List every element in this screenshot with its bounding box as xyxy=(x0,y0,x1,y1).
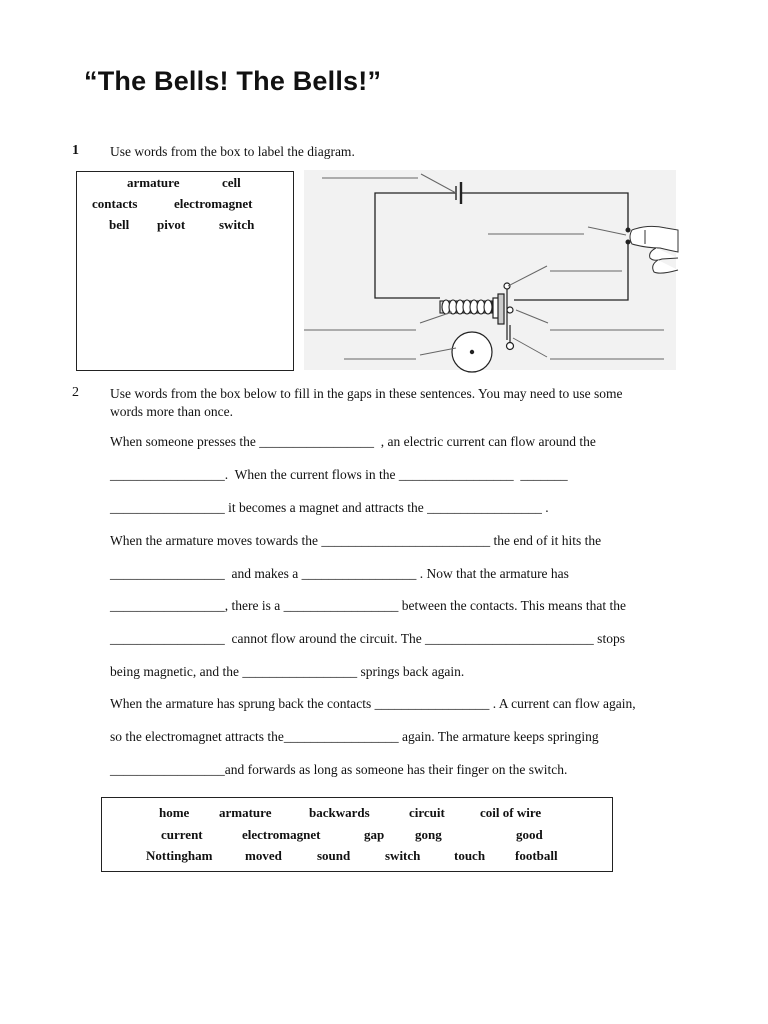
word-switch: switch xyxy=(385,848,421,863)
word-electromagnet: electromagnet xyxy=(242,827,321,842)
word-sound: sound xyxy=(317,848,351,863)
question-2-instruction-line-2: words more than once. xyxy=(110,404,233,419)
word-contacts: contacts xyxy=(92,196,138,211)
gap-fill-line-1: When someone presses the _________________ , an electric current can flow around the xyxy=(110,434,596,449)
word-circuit: circuit xyxy=(409,805,445,820)
word-current: current xyxy=(161,827,203,842)
word-touch: touch xyxy=(454,848,486,863)
word-gap: gap xyxy=(364,827,385,842)
word-electromagnet: electromagnet xyxy=(174,196,253,211)
word-armature: armature xyxy=(127,175,180,190)
word-armature: armature xyxy=(219,805,272,820)
coil-of-wire xyxy=(440,300,492,314)
word-gong: gong xyxy=(415,827,442,842)
word-moved: moved xyxy=(245,848,282,863)
fill-word-box xyxy=(101,797,613,872)
word-bell: bell xyxy=(109,217,130,232)
gap-fill-line-5: _________________ and makes a _________________ . Now that the armature has xyxy=(110,566,569,581)
word-pivot: pivot xyxy=(157,217,186,232)
question-1-number: 1 xyxy=(72,143,79,158)
gap-fill-line-2: _________________. When the current flows in the _________________ _______ xyxy=(110,467,568,482)
electric-bell-diagram xyxy=(300,160,680,375)
gap-fill-line-10: so the electromagnet attracts the_________________ again. The armature keeps springing xyxy=(110,729,599,744)
word-coil-of-wire: coil of wire xyxy=(480,805,542,820)
word-good: good xyxy=(516,827,543,842)
gap-fill-line-9: When the armature has sprung back the contacts _________________ . A current can flow again, xyxy=(110,696,636,711)
word-home: home xyxy=(159,805,190,820)
gap-fill-line-4: When the armature moves towards the _________________________ the end of it hits the xyxy=(110,533,602,548)
gap-fill-line-7: _________________ cannot flow around the circuit. The _________________________ stops xyxy=(110,631,625,646)
question-2-number: 2 xyxy=(72,385,79,400)
gap-fill-line-3: _________________ it becomes a magnet and attracts the _________________ . xyxy=(110,500,549,515)
question-1-instruction: Use words from the box to label the diagram. xyxy=(110,144,355,159)
diagram-background xyxy=(304,170,676,370)
gap-fill-line-8: being magnetic, and the _________________ springs back again. xyxy=(110,664,465,679)
bell-gong xyxy=(452,332,492,372)
gap-fill-line-11: _________________and forwards as long as someone has their finger on the switch. xyxy=(110,762,568,777)
gap-fill-line-6: _________________, there is a _________________ between the contacts. This means that the xyxy=(110,598,627,613)
word-backwards: backwards xyxy=(309,805,370,820)
word-switch: switch xyxy=(219,217,255,232)
word-football: football xyxy=(515,848,558,863)
word-cell: cell xyxy=(222,175,241,190)
label-word-box xyxy=(76,171,294,371)
page-title: “The Bells! The Bells!” xyxy=(84,66,382,96)
question-2-instruction-line-1: Use words from the box below to fill in the gaps in these sentences. You may need to use some xyxy=(110,386,623,401)
word-nottingham: Nottingham xyxy=(146,848,213,863)
